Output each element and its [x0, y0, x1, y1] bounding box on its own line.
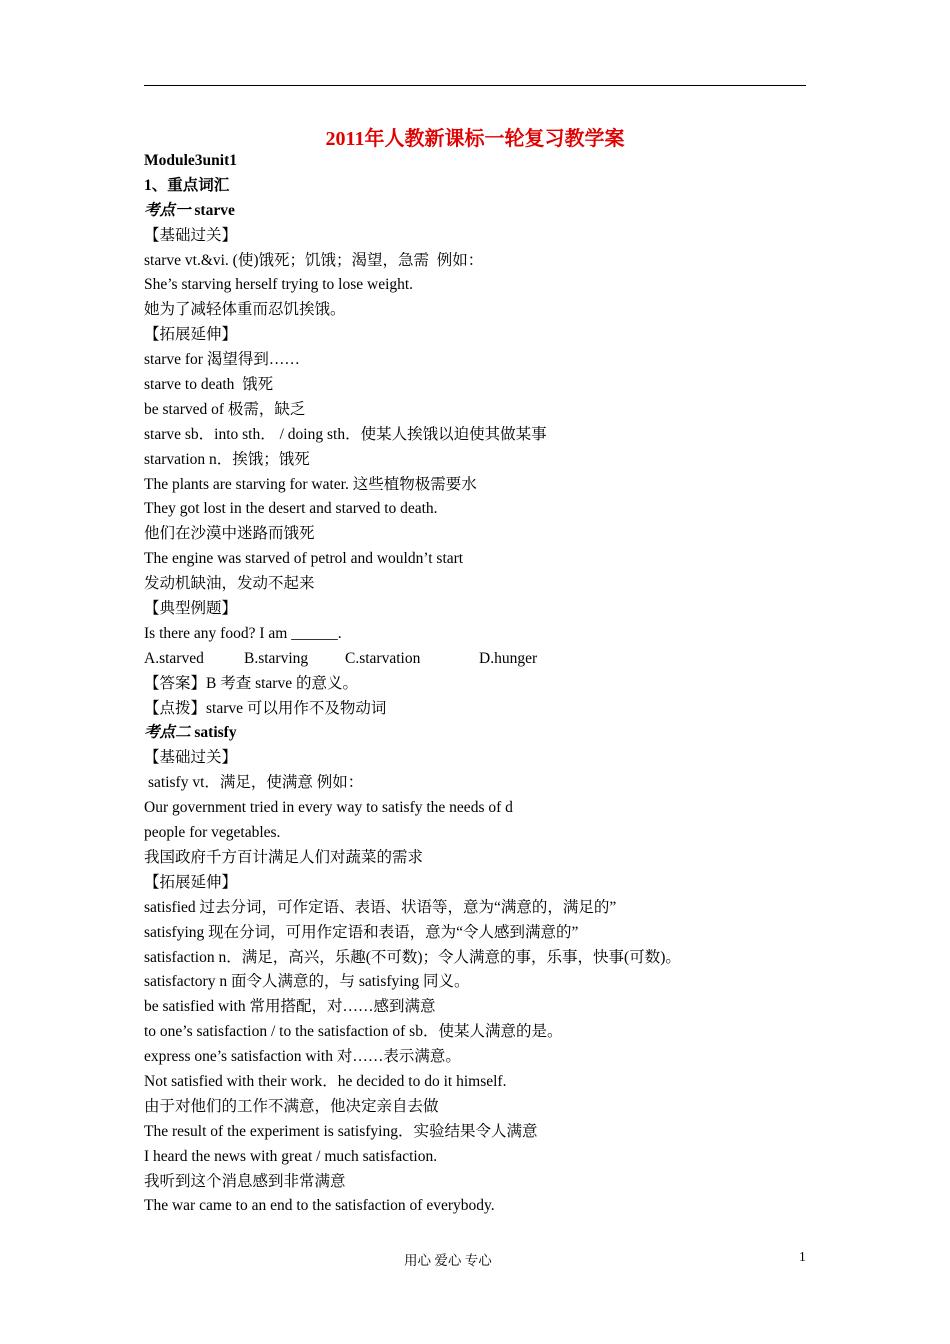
- text-line: The plants are starving for water. 这些植物极需要水: [144, 475, 477, 493]
- text-line: express one’s satisfaction with 对……表示满意。: [144, 1048, 461, 1066]
- text-line: 【答案】B 考查 starve 的意义。: [144, 674, 358, 692]
- text-line: Is there any food? I am ______.: [144, 624, 342, 642]
- answer-option: A.starved: [144, 649, 204, 667]
- text-line: 【点拨】starve 可以用作不及物动词: [144, 699, 387, 717]
- document-body: [144, 149, 844, 1219]
- text-line: I heard the news with great / much satisfaction.: [144, 1147, 438, 1165]
- text-line: Module3unit1: [144, 152, 238, 169]
- text-line: starve to death 饿死: [144, 376, 274, 394]
- text-line: The war came to an end to the satisfaction of everybody.: [144, 1197, 495, 1215]
- text-line: satisfied 过去分词，可作定语、表语、状语等，意为“满意的，满足的”: [144, 898, 617, 916]
- text-line: starve vt.&vi. (使)饿死；饥饿；渴望，急需 例如：: [144, 251, 484, 269]
- text-line: 她为了减轻体重而忍饥挨饿。: [144, 301, 346, 319]
- header-rule: [144, 85, 806, 86]
- text-line: Not satisfied with their work．he decided to do it himself.: [144, 1072, 507, 1090]
- text-line: be starved of 极需，缺乏: [144, 400, 306, 418]
- text-line: starve for 渴望得到……: [144, 351, 300, 369]
- text-line: starve sb．into sth． / doing sth．使某人挨饿以迫使其做某事: [144, 425, 547, 443]
- text-line: 他们在沙漠中迷路而饿死: [144, 525, 315, 543]
- answer-option: C.starvation: [345, 649, 421, 667]
- text-line: Our government tried in every way to satisfy the needs of d: [144, 799, 513, 817]
- text-line: 发动机缺油，发动不起来: [144, 575, 315, 593]
- answer-options: [144, 647, 844, 672]
- text-line: to one’s satisfaction / to the satisfaction of sb．使某人满意的是。: [144, 1023, 563, 1041]
- text-line: 【拓展延伸】: [144, 326, 238, 344]
- text-line: The engine was starved of petrol and wouldn’t start: [144, 550, 464, 568]
- text-line: 【基础过关】: [144, 226, 238, 244]
- text-line: 1、重点词汇: [144, 176, 230, 194]
- text-line: 我听到这个消息感到非常满意: [144, 1172, 346, 1190]
- text-line: satisfactory n 面令人满意的，与 satisfying 同义。: [144, 973, 470, 991]
- text-line: be satisfied with 常用搭配，对……感到满意: [144, 998, 436, 1016]
- text-line: satisfying 现在分词，可用作定语和表语，意为“令人感到满意的”: [144, 923, 579, 941]
- exam-point-label: 考点一: [144, 201, 191, 219]
- exam-point-word: satisfy: [190, 724, 237, 742]
- text-line: 我国政府千方百计满足人们对蔬菜的需求: [144, 848, 424, 866]
- exam-point-heading: [144, 721, 844, 746]
- exam-point-label: 考点二: [144, 724, 191, 742]
- text-line: The result of the experiment is satisfying．实验结果令人满意: [144, 1122, 538, 1140]
- text-line: 【典型例题】: [144, 600, 238, 618]
- text-line: satisfaction n．满足，高兴，乐趣(不可数)；令人满意的事，乐事，快事(可数)。: [144, 948, 681, 966]
- footer-motto: 用心 爱心 专心: [404, 1253, 492, 1268]
- text-line: 由于对他们的工作不满意，他决定亲自去做: [144, 1097, 439, 1115]
- text-line: starvation n．挨饿；饿死: [144, 450, 310, 468]
- text-line: 【基础过关】: [144, 749, 238, 767]
- page-number: 1: [799, 1249, 806, 1264]
- text-line: They got lost in the desert and starved to death.: [144, 500, 438, 518]
- exam-point-heading: [144, 199, 844, 224]
- answer-option: B.starving: [244, 649, 309, 667]
- text-line: She’s starving herself trying to lose weight.: [144, 276, 414, 294]
- text-line: satisfy vt．满足，使满意 例如：: [148, 774, 364, 792]
- document-title: 2011年人教新课标一轮复习教学案: [325, 128, 625, 150]
- text-line: people for vegetables.: [144, 824, 281, 842]
- exam-point-word: starve: [190, 201, 235, 219]
- text-line: 【拓展延伸】: [144, 873, 238, 891]
- answer-option: D.hunger: [479, 649, 538, 667]
